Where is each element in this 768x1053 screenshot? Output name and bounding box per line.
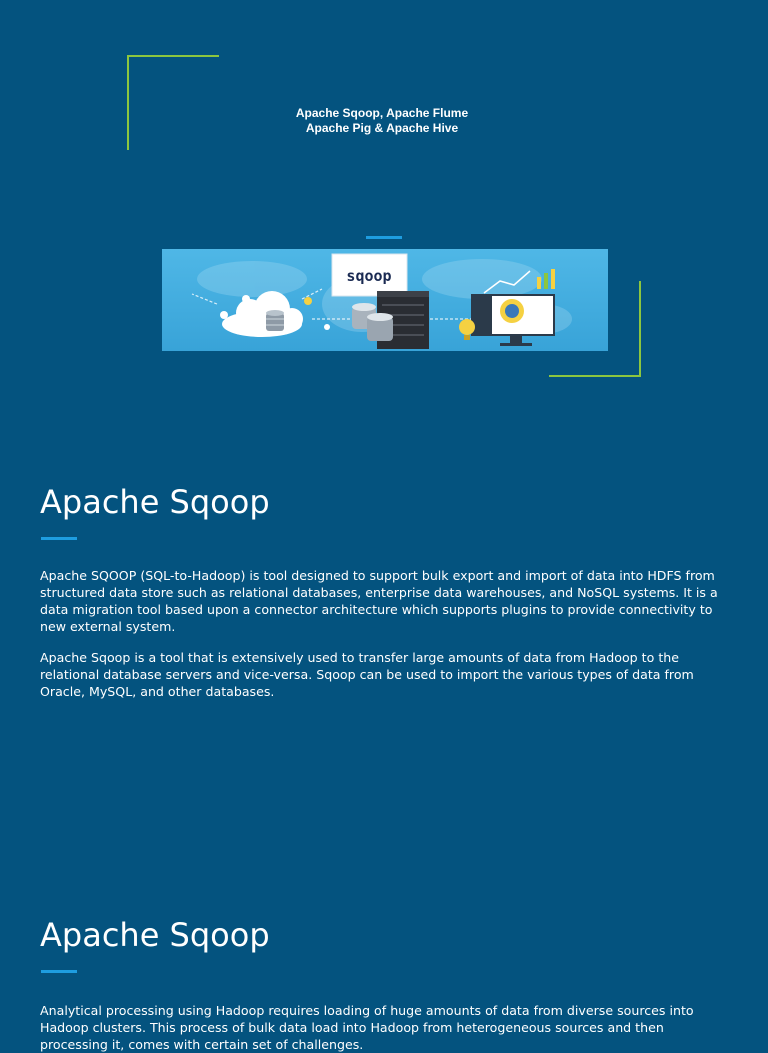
title-frame-corner-bottom-right — [549, 281, 641, 377]
lightbulb-icon — [459, 319, 475, 340]
section-2-heading: Apache Sqoop — [40, 916, 270, 954]
wifi-icon — [242, 295, 250, 303]
section-2-accent-bar — [41, 970, 77, 973]
section-1-paragraph-1: Apache SQOOP (SQL-to-Hadoop) is tool designed to support bulk export and import of data into HDFS from structured data store such as relational databases, enterprise data warehouses, and NoSQL systems. It is a data migration tool based upon a connector architecture which supports plugins to provide connectivity to new external system. — [40, 568, 718, 634]
title-frame-corner-top-left — [127, 55, 219, 150]
section-1-paragraph-2: Apache Sqoop is a tool that is extensively used to transfer large amounts of data from Hadoop to the relational database servers and vice-versa. Sqoop can be used to import the various types of data from Oracle, MySQL, and other databases. — [40, 650, 694, 699]
title-accent-bar — [366, 236, 402, 239]
section-1-heading: Apache Sqoop — [40, 483, 270, 521]
cloud-database-icon — [266, 310, 284, 331]
deck-title-line-2: Apache Pig & Apache Hive — [305, 121, 459, 135]
section-1-accent-bar — [41, 537, 77, 540]
sqoop-illustration — [162, 249, 608, 351]
section-2-paragraph-1: Analytical processing using Hadoop requires loading of huge amounts of data from diverse sources into Hadoop clusters. This process of bulk data load into Hadoop from heterogeneous sources and then processing it, comes with certain set of challenges. — [40, 1003, 694, 1052]
bulb-small-icon — [304, 297, 312, 305]
sqoop-logo-text: sqoop — [346, 267, 392, 285]
deck-title-line-1: Apache Sqoop, Apache Flume — [295, 106, 469, 120]
dot-icon — [324, 324, 330, 330]
hadoop-elephant-icon — [500, 299, 524, 323]
dot-icon — [220, 311, 228, 319]
sqoop-logo — [332, 254, 407, 296]
cloud-icon — [222, 291, 303, 337]
deck-title — [232, 106, 532, 136]
sqoop-banner-image — [162, 249, 608, 351]
